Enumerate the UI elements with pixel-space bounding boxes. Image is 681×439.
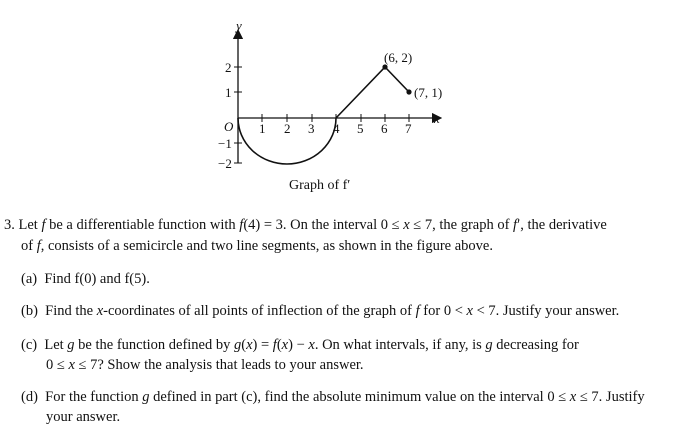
part-d-label: (d) <box>21 389 38 405</box>
part-a-text: Find f(0) and f(5). <box>44 271 150 287</box>
point-label-6-2: (6, 2) <box>384 50 413 65</box>
math-x: x <box>281 337 289 353</box>
y-tick-label: −2 <box>218 156 232 171</box>
x-tick-label: 7 <box>405 121 412 136</box>
part-c-text: ≤ 7? Show the analysis that leads to your answer. <box>74 357 364 373</box>
part-d-line2: your answer. <box>46 409 121 425</box>
part-b-label: (b) <box>21 303 38 319</box>
y-tick-labels <box>218 60 232 171</box>
math-x: x <box>466 303 473 319</box>
problem-number: 3. <box>4 217 15 233</box>
point-7-1 <box>406 89 411 94</box>
part-a-label: (a) <box>21 271 38 287</box>
math-f: f <box>41 217 46 233</box>
part-b-text: < 7. Justify your answer. <box>472 303 620 319</box>
math-g: g <box>67 337 75 353</box>
y-tick-label: −1 <box>218 136 232 151</box>
part-c-text: ( <box>241 337 247 353</box>
part-c-text: be the function defined by <box>74 337 234 353</box>
part-c-text: Let <box>44 337 68 353</box>
math-f: f <box>36 238 41 254</box>
x-axis-label: x <box>434 111 440 126</box>
math-f: f <box>239 217 244 233</box>
problem-stem-line2 <box>21 237 493 255</box>
math-x: x <box>569 389 577 405</box>
math-g: g <box>142 389 150 405</box>
y-tick-label: 1 <box>225 85 232 100</box>
origin-label: O <box>224 119 234 134</box>
math-x: x <box>246 337 253 353</box>
x-tick-label: 3 <box>308 121 315 136</box>
x-tick-labels <box>259 121 412 136</box>
point-6-2 <box>382 64 387 69</box>
part-c-text: . On what intervals, if any, is <box>314 337 486 353</box>
math-f: f <box>415 303 420 319</box>
stem-text: , consists of a semicircle and two line segments, as shown in the figure above. <box>40 238 493 254</box>
part-c-text: 0 ≤ <box>46 357 69 373</box>
part-b-text: Find the <box>45 303 97 319</box>
y-tick-label: 2 <box>225 60 232 75</box>
part-b <box>21 302 619 320</box>
problem-stem-line1: 3. Let f be a differentiable function with f(4) = 3. On the interval 0 ≤ x ≤ 7, the graph of f′, the derivative <box>4 217 607 233</box>
part-d-text: defined in part (c), find the absolute minimum value on the interval 0 ≤ <box>149 389 570 405</box>
stem-text: be a differentiable function with <box>45 217 240 233</box>
x-tick-label: 1 <box>259 121 266 136</box>
part-c-text: decreasing for <box>492 337 579 353</box>
math-f: f <box>272 337 277 353</box>
stem-text: (4) = 3. On the interval 0 ≤ <box>243 217 404 233</box>
math-x: x <box>68 357 75 373</box>
x-tick-label: 4 <box>333 121 340 136</box>
part-b-text: -coordinates of all points of inflection of the graph of <box>103 303 416 319</box>
derivative-graph <box>0 0 681 200</box>
math-x: x <box>403 217 410 233</box>
math-x: x <box>96 303 104 319</box>
part-c-label: (c) <box>21 337 38 353</box>
part-d-line1 <box>21 388 645 406</box>
math-x: x <box>308 337 315 353</box>
part-b-text: for 0 < <box>419 303 467 319</box>
part-c-text: ) − <box>288 337 309 353</box>
part-c-line1 <box>21 336 579 354</box>
part-c-text: ( <box>276 337 282 353</box>
y-axis-label: y <box>236 18 242 33</box>
x-tick-label: 2 <box>284 121 291 136</box>
figure-caption: Graph of f′ <box>289 178 351 193</box>
line-segments <box>336 67 409 118</box>
math-g: g <box>234 337 242 353</box>
part-a <box>21 270 150 288</box>
part-d-text: For the function <box>45 389 143 405</box>
part-d-text: ≤ 7. Justify <box>576 389 645 405</box>
x-tick-label: 5 <box>357 121 364 136</box>
stem-text: Let <box>18 217 42 233</box>
part-c-line2 <box>46 356 364 374</box>
part-c-text: ) = <box>252 337 273 353</box>
x-tick-label: 6 <box>381 121 388 136</box>
point-label-7-1: (7, 1) <box>414 85 443 100</box>
stem-text: of <box>21 238 37 254</box>
math-g: g <box>485 337 493 353</box>
stem-text: , the derivative <box>520 217 607 233</box>
stem-text: ≤ 7, the graph of <box>409 217 514 233</box>
math-f-prime: f <box>513 217 518 233</box>
